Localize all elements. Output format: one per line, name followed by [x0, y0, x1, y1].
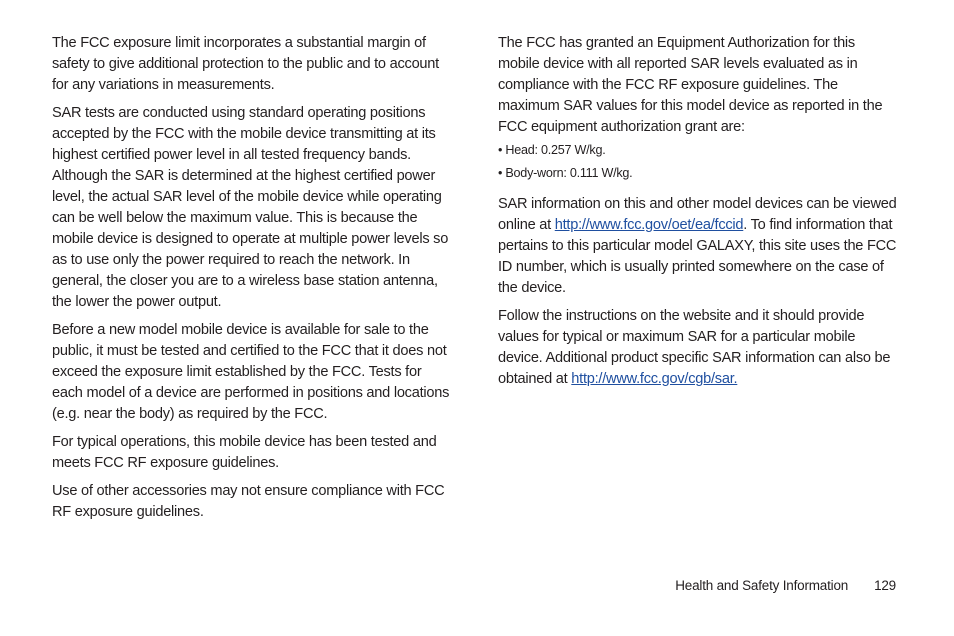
footer-section-title: Health and Safety Information — [675, 578, 849, 593]
paragraph-accessories: Use of other accessories may not ensure compliance with FCC RF exposure guidelines. — [52, 483, 445, 520]
sar-values-list — [498, 139, 898, 185]
page-footer — [675, 578, 896, 593]
paragraph-equipment-authorization: The FCC has granted an Equipment Authorization for this mobile device with all reported SAR levels evaluated as in compliance with the FCC RF exposure guidelines. The maximum SAR values for this model device as reported in the FCC equipment authorization grant are: — [498, 35, 883, 135]
sar-info-text-after: . To find information that pertains to this particular model GALAXY, this site uses the FCC ID number, which is usually printed somewhere on the case of the device. — [498, 217, 897, 296]
paragraph-sar-tests: SAR tests are conducted using standard operating positions accepted by the FCC with the mobile device transmitting at its highest certified power level in all tested frequency bands. Although the SAR is determined at the highest certified power level, the actual SAR level of the mobile device while operating can be well below the maximum value. This is because the mobile device is designed to operate at multiple power levels so as to use only the power required to reach the network. In general, the closer you are to a wireless base station antenna, the lower the power output. — [52, 105, 449, 310]
sar-info-text-before: SAR information on this and other model devices can be viewed online at — [498, 196, 897, 233]
right-column — [498, 33, 898, 397]
paragraph-certification: Before a new model mobile device is available for sale to the public, it must be tested and certified to the FCC that it does not exceed the exposure limit established by the FCC. Tests for each model of a device are performed in positions and locations (e.g. near the body) as required by the FCC. — [52, 322, 450, 422]
left-column — [52, 33, 450, 530]
follow-text-before: Follow the instructions on the website and it should provide values for typical or maximum SAR for a particular mobile device. Additional product specific SAR information can also be obtained at — [498, 308, 891, 387]
bullet-body-worn-sar: • Body-worn: 0.111 W/kg. — [498, 166, 633, 180]
paragraph-typical-operations: For typical operations, this mobile device has been tested and meets FCC RF exposure guidelines. — [52, 434, 437, 471]
fcc-sar-link[interactable]: http://www.fcc.gov/cgb/sar. — [571, 371, 738, 387]
fcc-id-link[interactable]: http://www.fcc.gov/oet/ea/fccid — [554, 217, 744, 233]
page-number: 129 — [874, 578, 896, 593]
paragraph-follow-instructions — [498, 306, 898, 390]
paragraph-sar-information — [498, 194, 898, 299]
bullet-head-sar: • Head: 0.257 W/kg. — [498, 143, 606, 157]
paragraph-exposure-limit: The FCC exposure limit incorporates a substantial margin of safety to give additional protection to the public and to account for any variations in measurements. — [52, 35, 439, 93]
